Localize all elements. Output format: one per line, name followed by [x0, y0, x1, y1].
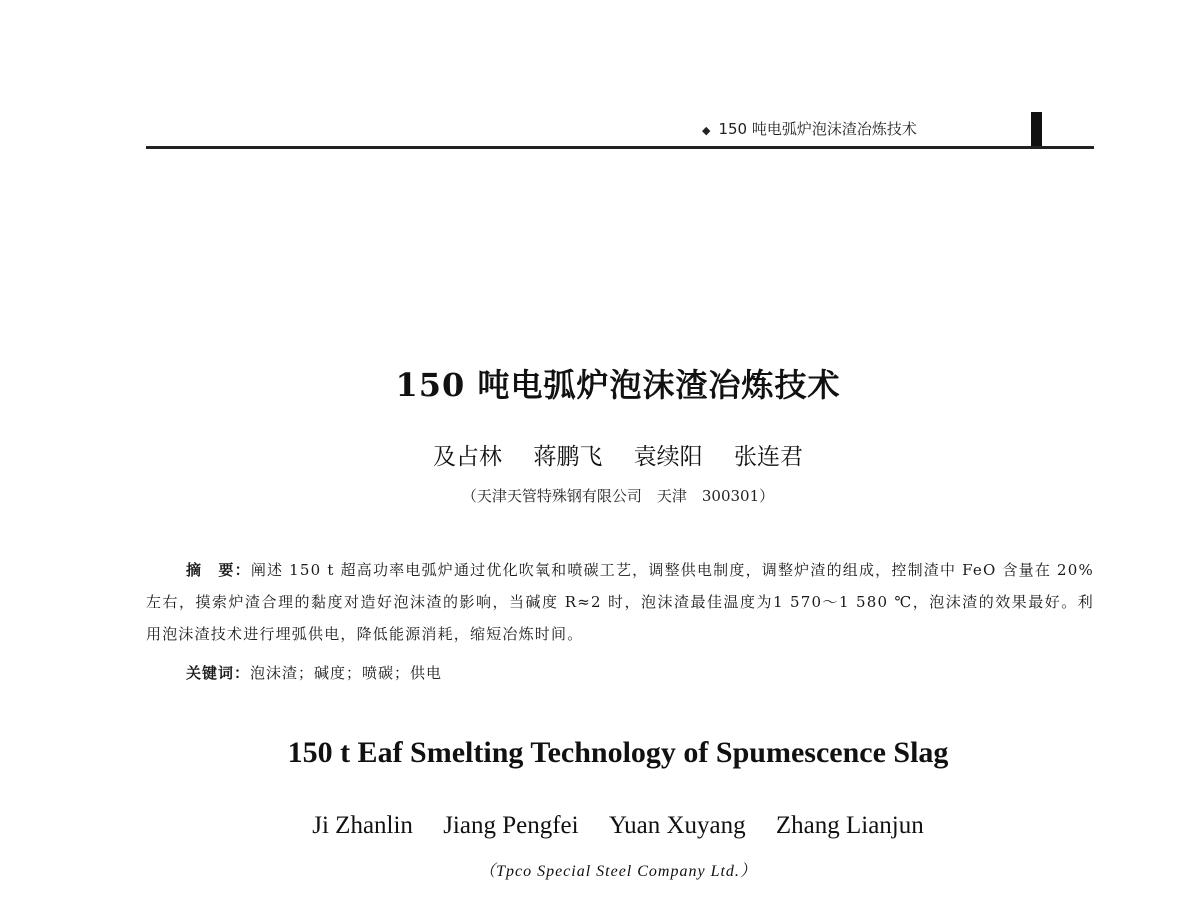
diamond-bullet-icon: ◆	[702, 124, 711, 137]
affiliation-en: （Tpco Special Steel Company Ltd.）	[479, 863, 757, 880]
author-en: Zhang Lianjun	[775, 812, 924, 839]
keywords-text: 泡沫渣；碱度；喷碳；供电	[250, 664, 443, 682]
affiliation-cn: （天津天管特殊钢有限公司 天津 300301）	[461, 487, 775, 505]
author-en: Ji Zhanlin	[312, 812, 413, 839]
page-edge-tab	[1031, 112, 1042, 148]
author-cn: 蒋鹏飞	[533, 444, 603, 470]
abstract-cn	[146, 554, 1094, 650]
keywords-label: 关键词：	[186, 664, 251, 682]
abstract-text: 阐述 150 t 超高功率电弧炉通过优化吹氧和喷碳工艺，调整供电制度，调整炉渣的组成，控制渣中 FeO 含量在 20% 左右，摸索炉渣合理的黏度对造好泡沫渣的影响，当碱度 R≈2 时，泡沫渣最佳温度为1 570～1 580 ℃，泡沫渣的效果最好。利用泡沫渣技术进行埋弧供电，降低能源消耗，缩短冶炼时间。	[146, 561, 1094, 643]
running-header	[702, 118, 917, 139]
authors-en	[0, 812, 1200, 840]
keywords-cn	[186, 662, 442, 683]
author-en: Yuan Xuyang	[608, 812, 746, 839]
author-cn: 及占林	[433, 444, 503, 470]
abstract-label: 摘 要：	[186, 561, 251, 579]
authors-cn	[0, 438, 1200, 471]
header-divider	[146, 146, 1094, 149]
paper-title-en: 150 t Eaf Smelting Technology of Spumescence Slag	[287, 736, 949, 769]
paper-title-cn: 150 吨电弧炉泡沫渣冶炼技术	[395, 366, 841, 404]
author-cn: 袁续阳	[633, 444, 703, 470]
running-title: 150 吨电弧炉泡沫渣冶炼技术	[718, 120, 917, 138]
author-en: Jiang Pengfei	[443, 812, 579, 839]
author-cn: 张连君	[733, 444, 803, 470]
